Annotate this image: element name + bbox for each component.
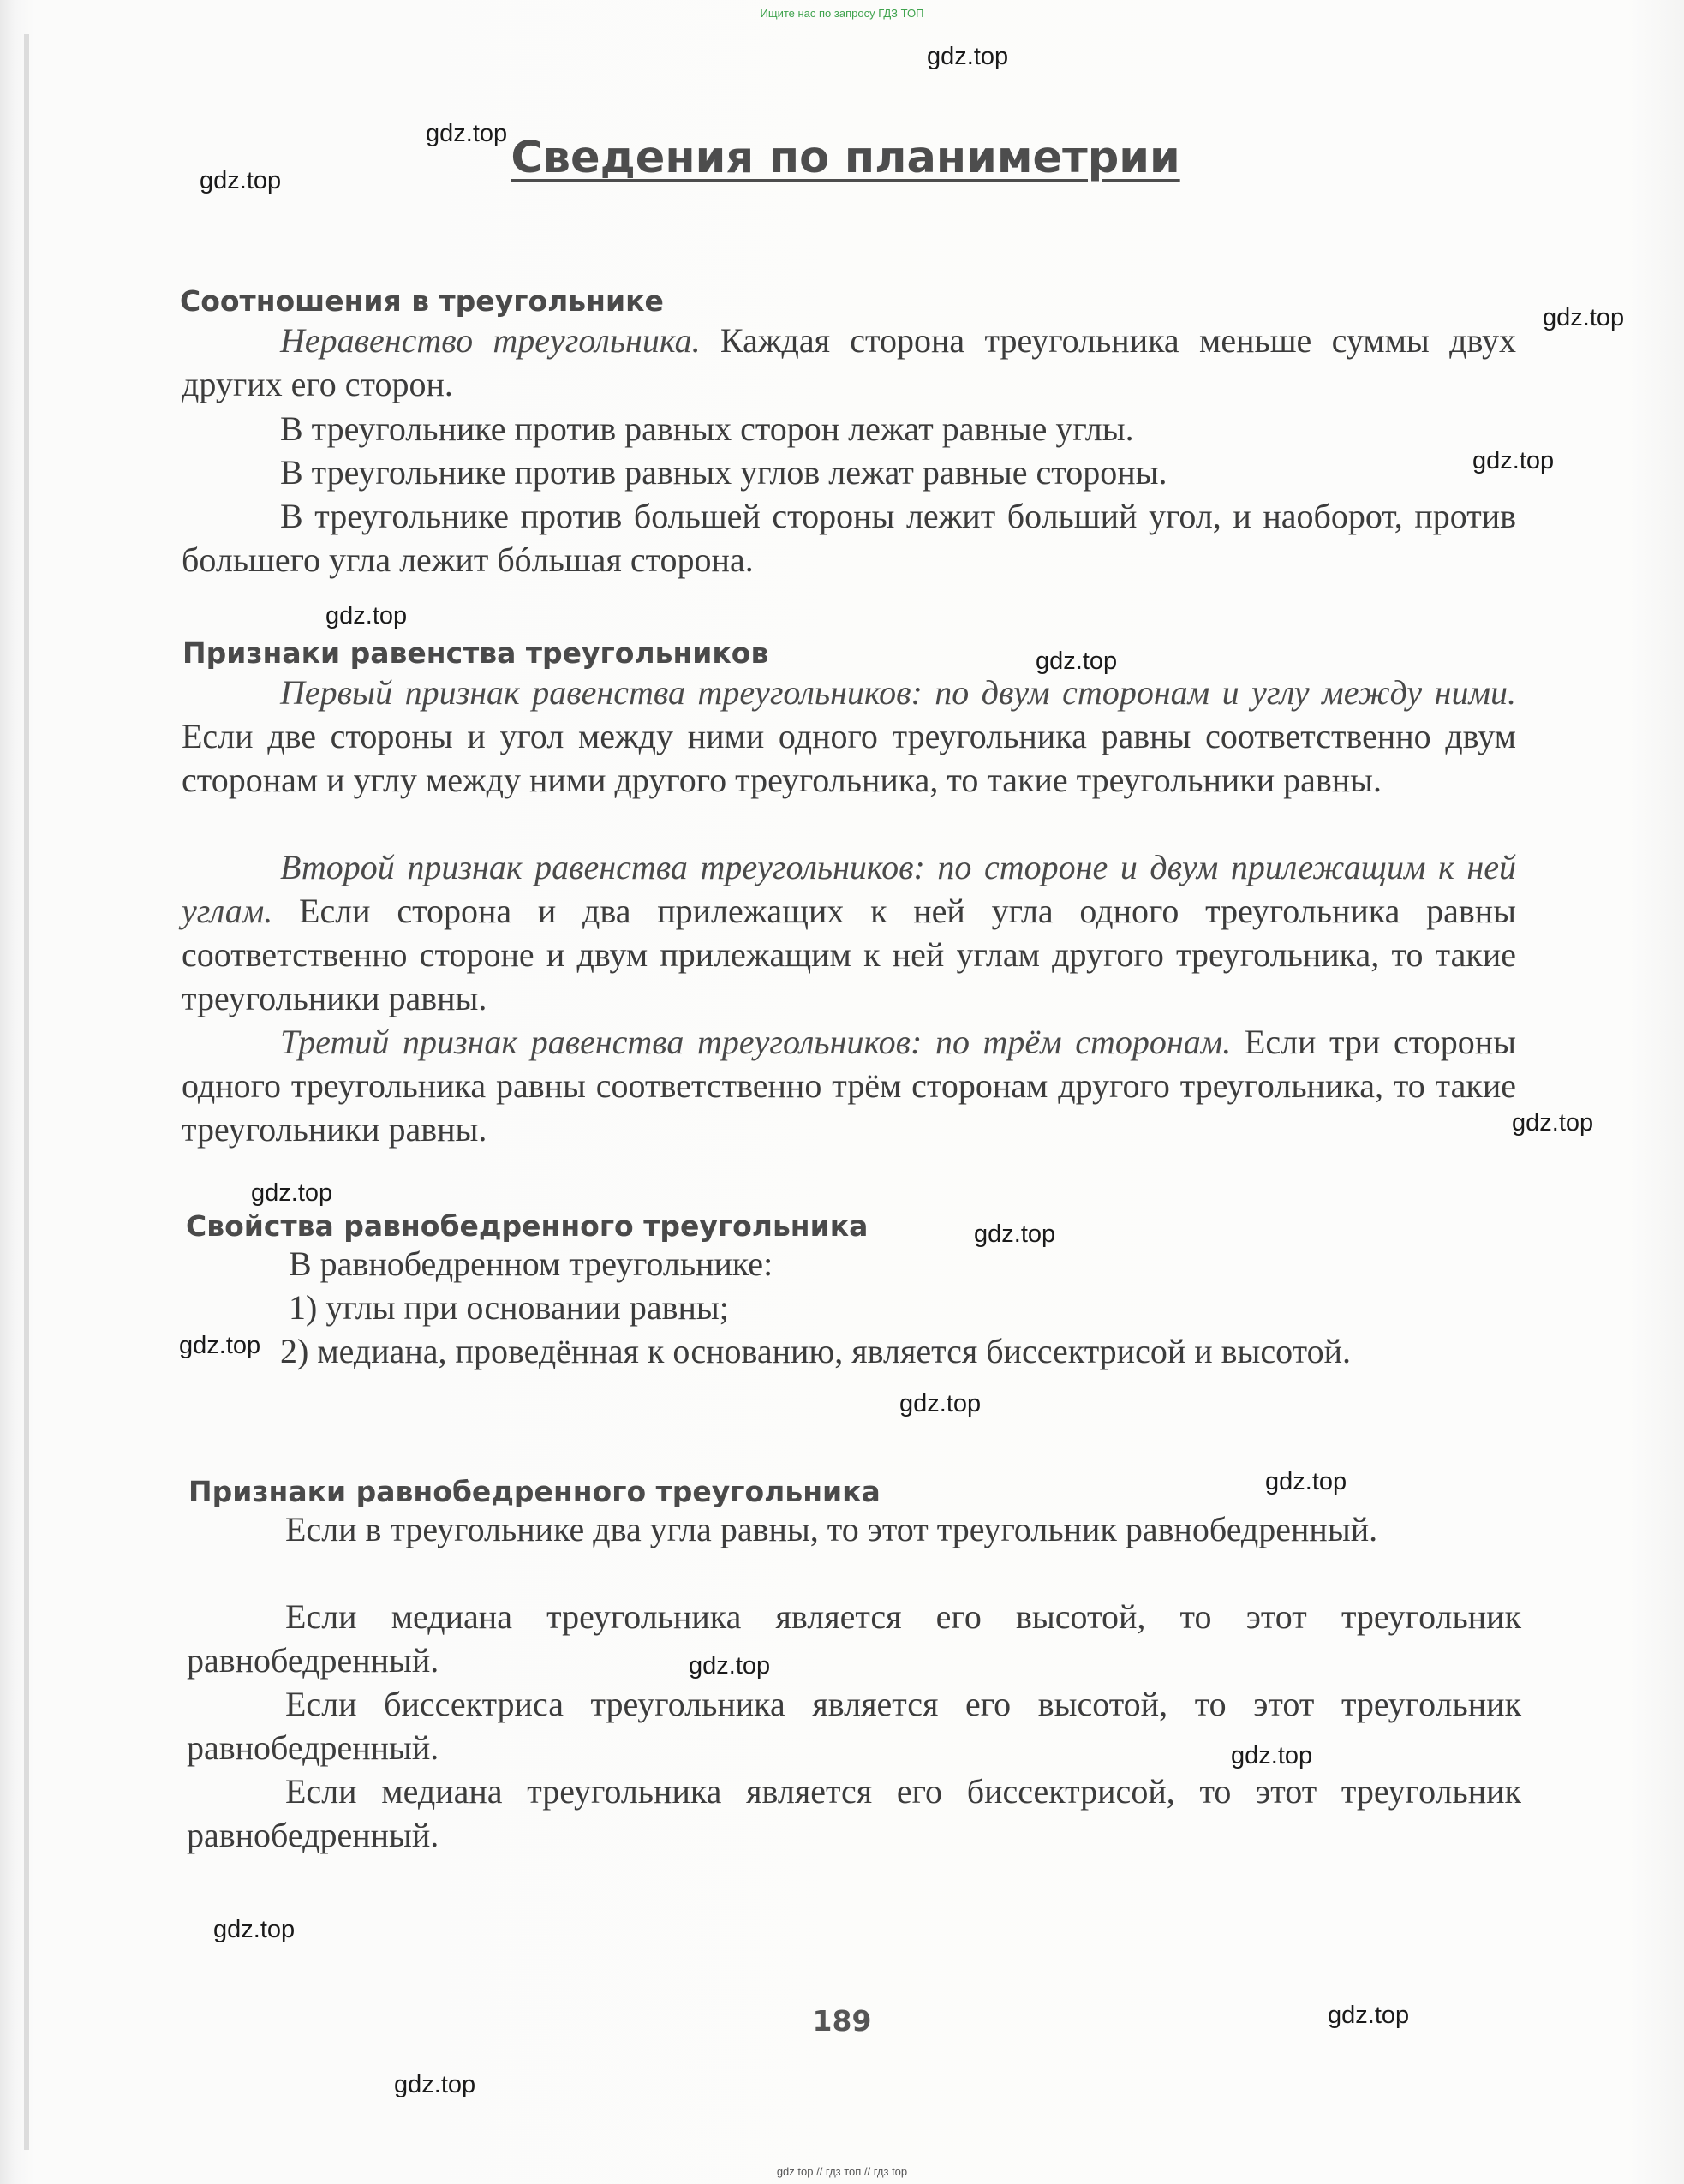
list-item: 2) медиана, проведённая к основанию, является биссектрисой и высотой. (280, 1332, 1351, 1370)
paragraph-isosceles-test-median-height: Если медиана треугольника является его высотой, то этот треугольник равнобедренный. (187, 1597, 1521, 1680)
watermark: gdz.top (251, 1179, 333, 1207)
watermark: gdz.top (325, 602, 408, 630)
section-heading-isosceles-properties: Свойства равнобедренного треугольника (186, 1209, 869, 1243)
term-third-test: Третий признак равенства треугольников: по трём сторонам. (280, 1023, 1232, 1061)
list-item: 1) углы при основании равны; (289, 1288, 729, 1327)
watermark: gdz.top (1543, 304, 1625, 331)
paragraph-isosceles-test-bisector-height: Если биссектриса треугольника является его высотой, то этот треугольник равнобедренный. (187, 1685, 1521, 1767)
watermark: gdz.top (689, 1652, 771, 1680)
watermark: gdz.top (927, 43, 1009, 70)
paragraph-first-test: Первый признак равенства треугольников: по двум сторонам и углу между ними. Если две стороны и угол между ними одного треугольника равны соответственно двум сторонам и углу между ними другого треугольника, то такие треугольники равны. (182, 673, 1516, 799)
paragraph-isosceles-test-median-bisector: Если медиана треугольника является его биссектрисой, то этот треугольник равнобедренный. (187, 1772, 1521, 1854)
term-triangle-inequality: Неравенство треугольника. (280, 321, 701, 360)
watermark: gdz.top (394, 2071, 476, 2098)
section-heading-congruence-tests: Признаки равенства треугольников (182, 636, 769, 670)
section-heading-isosceles-tests: Признаки равнобедренного треугольника (188, 1475, 881, 1508)
paragraph-greater-side: В треугольнике против большей стороны лежит больший угол, и наоборот, против большего угла лежит бóльшая сторона. (182, 497, 1516, 579)
page-number: 189 (812, 2004, 872, 2038)
watermark: gdz.top (1328, 2002, 1410, 2029)
term-first-test: Первый признак равенства треугольников: по двум сторонам и углу между ними. (280, 673, 1516, 712)
watermark: gdz.top (1512, 1109, 1594, 1137)
watermark: gdz.top (1231, 1742, 1313, 1769)
watermark: gdz.top (1472, 447, 1555, 474)
term-second-test: Второй признак равенства треугольников: по стороне и двум прилежащим к ней углам. (182, 848, 1516, 930)
watermark: gdz.top (213, 1916, 296, 1943)
watermark: gdz.top (426, 120, 508, 147)
watermark: gdz.top (899, 1390, 982, 1417)
isosceles-intro: В равнобедренном треугольнике: (289, 1244, 773, 1283)
paragraph-isosceles-test-angles: Если в треугольнике два угла равны, то этот треугольник равнобедренный. (285, 1510, 1378, 1548)
paragraph-triangle-inequality: Неравенство треугольника. Каждая сторона треугольника меньше суммы двух других его сторон. (182, 321, 1516, 403)
paragraph-equal-angles: В треугольнике против равных углов лежат равные стороны. (280, 453, 1167, 492)
section-heading-triangle-relations: Соотношения в треугольнике (180, 284, 664, 318)
watermark: gdz.top (974, 1220, 1056, 1248)
page-title: Сведения по планиметрии (511, 133, 1180, 183)
watermark: gdz.top (1036, 647, 1118, 675)
watermark: gdz.top (200, 167, 282, 194)
page-gutter-shadow (24, 34, 29, 2150)
watermark: gdz.top (179, 1332, 261, 1359)
paragraph-equal-sides: В треугольнике против равных сторон лежат равные углы. (280, 409, 1134, 448)
paragraph-second-test: Второй признак равенства треугольников: по стороне и двум прилежащим к ней углам. Если сторона и два прилежащих к ней угла одного треугольника равны соответственно стороне и двум прилежащим к ней углам другого треугольника, то такие треугольники равны. (182, 848, 1516, 1017)
paragraph-third-test: Третий признак равенства треугольников: по трём сторонам. Если три стороны одного треугольника равны соответственно трём сторонам другого треугольника, то такие треугольники равны. (182, 1023, 1517, 1149)
bottom-banner[interactable]: gdz top // гдз топ // гдз top (776, 2165, 908, 2178)
watermark: gdz.top (1265, 1468, 1347, 1495)
top-banner[interactable]: Ищите нас по запросу ГДЗ ТОП (760, 7, 924, 20)
